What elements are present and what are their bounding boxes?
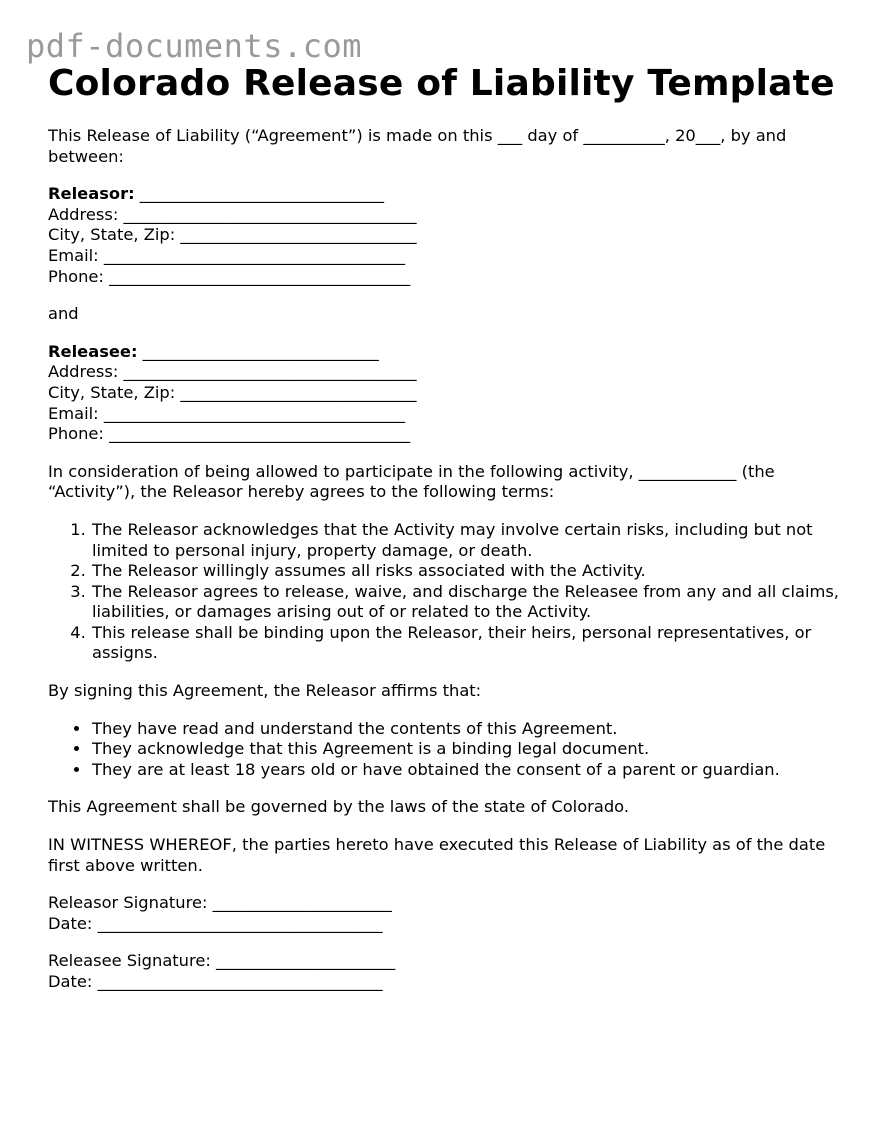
list-item: 3. The Releasor agrees to release, waive, and discharge the Releasee from any and all claims, liabilities, or damages arising out of or related to the Activity.	[91, 582, 848, 623]
page-title: Colorado Release of Liability Template	[48, 63, 835, 104]
and-text: and	[48, 304, 79, 324]
releasor-address-line: Address: ____________________________________	[48, 204, 417, 224]
releasor-date-line: Date: ___________________________________	[48, 913, 383, 933]
document-page	[48, 60, 848, 993]
releasor-email-line: Email: _____________________________________	[48, 245, 406, 265]
terms-list	[48, 520, 848, 664]
list-item: 1. The Releasor acknowledges that the Activity may involve certain risks, including but not limited to personal injury, property damage, or death.	[91, 520, 848, 561]
releasee-phone-line: Phone: _____________________________________	[48, 424, 411, 444]
list-item: 2. The Releasor willingly assumes all risks associated with the Activity.	[91, 561, 848, 582]
releasee-block	[48, 342, 848, 445]
releasee-label: Releasee:	[48, 341, 138, 361]
affirmations-list	[48, 719, 848, 781]
governing-law: This Agreement shall be governed by the laws of the state of Colorado.	[48, 797, 630, 817]
witness-paragraph: IN WITNESS WHEREOF, the parties hereto have executed this Release of Liability as of the date first above written.	[48, 835, 826, 875]
releasee-name-blank: _____________________________	[137, 341, 379, 361]
watermark: pdf-documents.com	[26, 27, 363, 65]
releasor-phone-line: Phone: _____________________________________	[48, 266, 411, 286]
releasor-block	[48, 184, 848, 287]
list-item: 4. This release shall be binding upon the Releasor, their heirs, personal representatives, or assigns.	[91, 623, 848, 664]
releasor-signature-block	[48, 893, 848, 934]
releasee-date-line: Date: ___________________________________	[48, 972, 383, 991]
releasor-signature-line: Releasor Signature: ______________________	[48, 893, 392, 913]
releasee-city-line: City, State, Zip: _____________________________	[48, 382, 417, 402]
consideration-paragraph: In consideration of being allowed to participate in the following activity, ____________ (the “Activity”), the Releasor hereby agrees to the following terms:	[48, 461, 775, 502]
list-item: • They are at least 18 years old or have obtained the consent of a parent or guardian.	[91, 760, 848, 781]
affirm-intro: By signing this Agreement, the Releasor affirms that:	[48, 681, 482, 701]
releasor-label: Releasor:	[48, 184, 135, 204]
releasee-signature-line: Releasee Signature: ______________________	[48, 951, 396, 971]
releasor-name-line	[48, 184, 848, 205]
releasor-city-line: City, State, Zip: _____________________________	[48, 225, 417, 245]
releasee-address-line: Address: ____________________________________	[48, 362, 417, 382]
list-item: • They acknowledge that this Agreement is a binding legal document.	[91, 739, 848, 760]
list-item: • They have read and understand the contents of this Agreement.	[91, 719, 848, 740]
releasee-name-line	[48, 342, 848, 363]
releasee-signature-block	[48, 951, 848, 992]
releasor-name-blank: ______________________________	[134, 184, 385, 204]
releasee-email-line: Email: _____________________________________	[48, 403, 406, 423]
intro-paragraph: This Release of Liability (“Agreement”) is made on this ___ day of __________, 20___, by and between:	[48, 126, 787, 166]
